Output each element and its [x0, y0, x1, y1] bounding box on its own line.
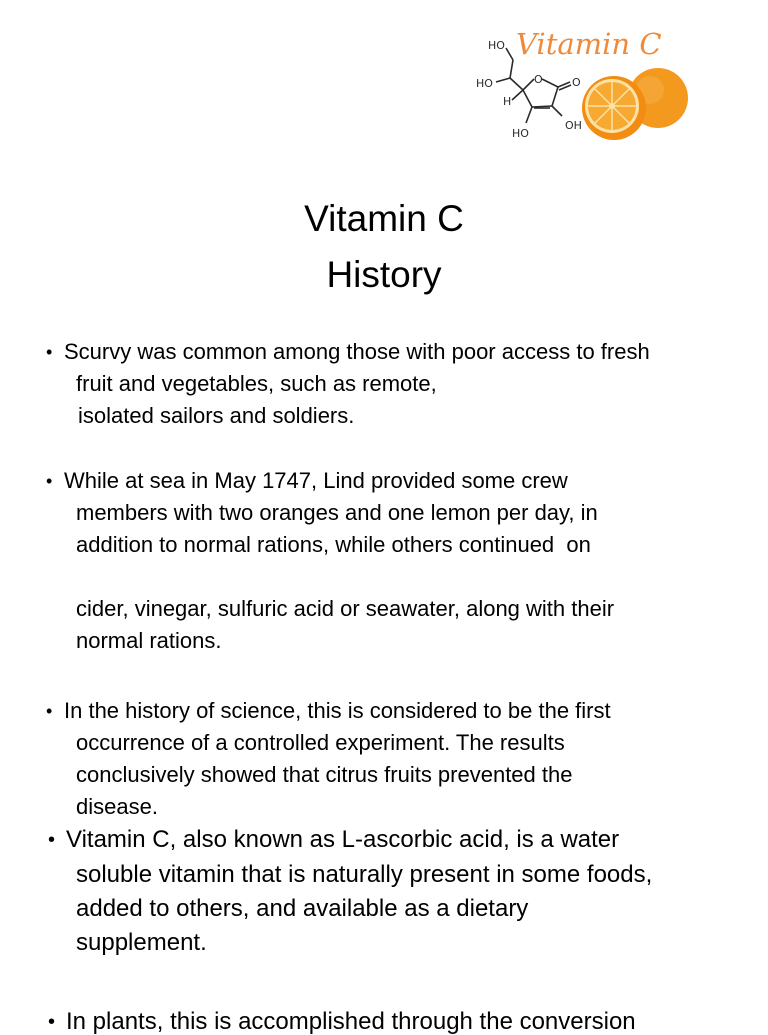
logo-wordmark: Vitamin C: [516, 27, 662, 61]
paragraph-line: conclusively showed that citrus fruits prevented the: [76, 762, 573, 787]
paragraph-line: soluble vitamin that is naturally present in some foods,: [76, 861, 653, 888]
slide-title-line-2: History: [326, 254, 442, 295]
label-oh: OH: [565, 119, 582, 132]
paragraph-line: fruit and vegetables, such as remote,: [76, 371, 437, 396]
label-ho-bottom: HO: [512, 127, 529, 140]
paragraph-line: members with two oranges and one lemon per day, in: [76, 500, 598, 525]
label-ho-top: HO: [488, 39, 505, 52]
bullet-marker: •: [46, 701, 53, 721]
bullet-marker: •: [46, 342, 53, 362]
paragraph-line: disease.: [76, 794, 158, 819]
orange-slice-icon: [582, 76, 646, 140]
vitamin-c-logo: [468, 20, 700, 152]
paragraph-line: While at sea in May 1747, Lind provided some crew: [64, 468, 568, 493]
ascorbic-acid-structure-and-oranges-illustration: [468, 20, 700, 152]
paragraph-line: added to others, and available as a dietary: [76, 895, 529, 922]
paragraph-line: Vitamin C, also known as L-ascorbic acid, is a water: [66, 826, 620, 853]
label-o-carbonyl: O: [572, 76, 581, 89]
paragraph-line: normal rations.: [76, 628, 222, 653]
paragraph-line: supplement.: [76, 929, 207, 956]
paragraph-line: addition to normal rations, while others continued on: [76, 532, 591, 557]
label-o-ring: O: [534, 73, 543, 86]
bullet-marker: •: [48, 1011, 56, 1033]
paragraph-line: cider, vinegar, sulfuric acid or seawater, along with their: [76, 596, 615, 621]
paragraph-line: In plants, this is accomplished through the conversion: [66, 1008, 636, 1035]
paragraph-line: occurrence of a controlled experiment. The results: [76, 730, 565, 755]
label-ho-mid: HO: [476, 77, 493, 90]
paragraph-line: In the history of science, this is considered to be the first: [64, 698, 611, 723]
paragraph-line: Scurvy was common among those with poor access to fresh: [64, 339, 650, 364]
bullet-marker: •: [46, 471, 53, 491]
paragraph-line: isolated sailors and soldiers.: [78, 403, 355, 428]
slide-title-line-1: Vitamin C: [304, 198, 464, 239]
bullet-marker: •: [48, 829, 56, 851]
label-h: H: [503, 95, 512, 108]
